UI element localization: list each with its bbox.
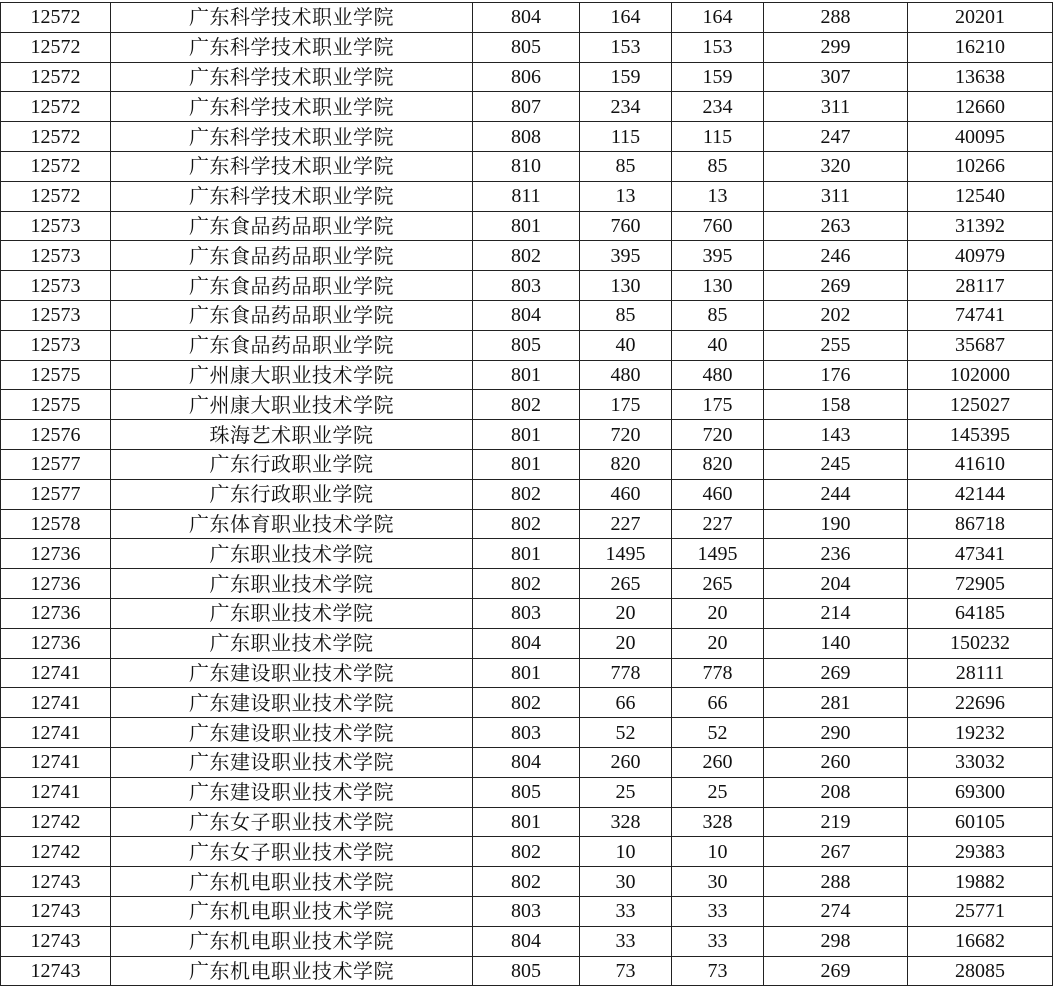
group-code-cell: 804 bbox=[473, 926, 580, 956]
group-code-cell: 801 bbox=[473, 449, 580, 479]
school-code-cell: 12578 bbox=[1, 509, 111, 539]
table-row bbox=[1, 807, 1053, 837]
min-score-cell: 219 bbox=[764, 807, 908, 837]
min-score-cell: 176 bbox=[764, 360, 908, 390]
school-name-cell: 广东行政职业学院 bbox=[111, 449, 473, 479]
group-code-cell: 803 bbox=[473, 896, 580, 926]
plan-count-cell: 260 bbox=[580, 747, 672, 777]
school-name-cell: 广东建设职业技术学院 bbox=[111, 747, 473, 777]
min-score-cell: 214 bbox=[764, 598, 908, 628]
school-code-cell: 12572 bbox=[1, 3, 111, 33]
admitted-count-cell: 460 bbox=[672, 479, 764, 509]
min-score-cell: 290 bbox=[764, 718, 908, 748]
school-name-cell: 广州康大职业技术学院 bbox=[111, 390, 473, 420]
plan-count-cell: 13 bbox=[580, 181, 672, 211]
school-code-cell: 12743 bbox=[1, 867, 111, 897]
admitted-count-cell: 30 bbox=[672, 867, 764, 897]
min-rank-cell: 28117 bbox=[908, 271, 1053, 301]
min-rank-cell: 16682 bbox=[908, 926, 1053, 956]
min-rank-cell: 28111 bbox=[908, 658, 1053, 688]
min-score-cell: 267 bbox=[764, 837, 908, 867]
min-score-cell: 281 bbox=[764, 688, 908, 718]
plan-count-cell: 85 bbox=[580, 300, 672, 330]
plan-count-cell: 10 bbox=[580, 837, 672, 867]
min-rank-cell: 28085 bbox=[908, 956, 1053, 986]
group-code-cell: 806 bbox=[473, 62, 580, 92]
table-row bbox=[1, 92, 1053, 122]
table-row bbox=[1, 509, 1053, 539]
group-code-cell: 802 bbox=[473, 688, 580, 718]
admitted-count-cell: 40 bbox=[672, 330, 764, 360]
group-code-cell: 803 bbox=[473, 718, 580, 748]
min-rank-cell: 31392 bbox=[908, 211, 1053, 241]
table-row bbox=[1, 688, 1053, 718]
min-rank-cell: 86718 bbox=[908, 509, 1053, 539]
plan-count-cell: 66 bbox=[580, 688, 672, 718]
group-code-cell: 804 bbox=[473, 628, 580, 658]
table-row bbox=[1, 926, 1053, 956]
min-score-cell: 143 bbox=[764, 420, 908, 450]
group-code-cell: 802 bbox=[473, 569, 580, 599]
plan-count-cell: 760 bbox=[580, 211, 672, 241]
plan-count-cell: 720 bbox=[580, 420, 672, 450]
min-rank-cell: 41610 bbox=[908, 449, 1053, 479]
group-code-cell: 802 bbox=[473, 837, 580, 867]
school-code-cell: 12577 bbox=[1, 449, 111, 479]
admitted-count-cell: 234 bbox=[672, 92, 764, 122]
school-name-cell: 广东科学技术职业学院 bbox=[111, 181, 473, 211]
admitted-count-cell: 1495 bbox=[672, 539, 764, 569]
min-rank-cell: 35687 bbox=[908, 330, 1053, 360]
group-code-cell: 808 bbox=[473, 122, 580, 152]
school-code-cell: 12741 bbox=[1, 747, 111, 777]
admitted-count-cell: 159 bbox=[672, 62, 764, 92]
min-rank-cell: 29383 bbox=[908, 837, 1053, 867]
school-name-cell: 广东食品药品职业学院 bbox=[111, 330, 473, 360]
min-rank-cell: 19882 bbox=[908, 867, 1053, 897]
admitted-count-cell: 115 bbox=[672, 122, 764, 152]
min-rank-cell: 10266 bbox=[908, 151, 1053, 181]
school-name-cell: 广东建设职业技术学院 bbox=[111, 777, 473, 807]
admitted-count-cell: 130 bbox=[672, 271, 764, 301]
admission-score-table bbox=[0, 2, 1053, 986]
admitted-count-cell: 164 bbox=[672, 3, 764, 33]
admitted-count-cell: 25 bbox=[672, 777, 764, 807]
admitted-count-cell: 33 bbox=[672, 926, 764, 956]
min-rank-cell: 13638 bbox=[908, 62, 1053, 92]
school-code-cell: 12573 bbox=[1, 271, 111, 301]
min-score-cell: 204 bbox=[764, 569, 908, 599]
min-rank-cell: 72905 bbox=[908, 569, 1053, 599]
admitted-count-cell: 720 bbox=[672, 420, 764, 450]
school-name-cell: 广东建设职业技术学院 bbox=[111, 688, 473, 718]
plan-count-cell: 159 bbox=[580, 62, 672, 92]
min-score-cell: 208 bbox=[764, 777, 908, 807]
group-code-cell: 801 bbox=[473, 360, 580, 390]
table-row bbox=[1, 449, 1053, 479]
plan-count-cell: 778 bbox=[580, 658, 672, 688]
school-name-cell: 广州康大职业技术学院 bbox=[111, 360, 473, 390]
admitted-count-cell: 760 bbox=[672, 211, 764, 241]
school-name-cell: 广东科学技术职业学院 bbox=[111, 62, 473, 92]
school-code-cell: 12575 bbox=[1, 360, 111, 390]
school-name-cell: 广东职业技术学院 bbox=[111, 539, 473, 569]
school-name-cell: 广东科学技术职业学院 bbox=[111, 92, 473, 122]
min-score-cell: 288 bbox=[764, 3, 908, 33]
min-score-cell: 274 bbox=[764, 896, 908, 926]
plan-count-cell: 1495 bbox=[580, 539, 672, 569]
min-rank-cell: 40095 bbox=[908, 122, 1053, 152]
admitted-count-cell: 153 bbox=[672, 32, 764, 62]
plan-count-cell: 52 bbox=[580, 718, 672, 748]
school-code-cell: 12575 bbox=[1, 390, 111, 420]
table-row bbox=[1, 360, 1053, 390]
min-rank-cell: 33032 bbox=[908, 747, 1053, 777]
min-rank-cell: 60105 bbox=[908, 807, 1053, 837]
group-code-cell: 805 bbox=[473, 956, 580, 986]
min-score-cell: 140 bbox=[764, 628, 908, 658]
table-row bbox=[1, 837, 1053, 867]
min-rank-cell: 20201 bbox=[908, 3, 1053, 33]
plan-count-cell: 40 bbox=[580, 330, 672, 360]
school-name-cell: 广东科学技术职业学院 bbox=[111, 151, 473, 181]
plan-count-cell: 30 bbox=[580, 867, 672, 897]
group-code-cell: 802 bbox=[473, 241, 580, 271]
min-score-cell: 246 bbox=[764, 241, 908, 271]
min-rank-cell: 74741 bbox=[908, 300, 1053, 330]
table-row bbox=[1, 241, 1053, 271]
school-code-cell: 12743 bbox=[1, 956, 111, 986]
table-row bbox=[1, 3, 1053, 33]
admitted-count-cell: 10 bbox=[672, 837, 764, 867]
plan-count-cell: 480 bbox=[580, 360, 672, 390]
group-code-cell: 804 bbox=[473, 3, 580, 33]
school-name-cell: 广东机电职业技术学院 bbox=[111, 956, 473, 986]
table-row bbox=[1, 867, 1053, 897]
min-rank-cell: 22696 bbox=[908, 688, 1053, 718]
min-score-cell: 263 bbox=[764, 211, 908, 241]
school-name-cell: 广东食品药品职业学院 bbox=[111, 300, 473, 330]
group-code-cell: 802 bbox=[473, 479, 580, 509]
group-code-cell: 801 bbox=[473, 211, 580, 241]
admitted-count-cell: 260 bbox=[672, 747, 764, 777]
plan-count-cell: 33 bbox=[580, 896, 672, 926]
plan-count-cell: 20 bbox=[580, 598, 672, 628]
table-row bbox=[1, 420, 1053, 450]
admitted-count-cell: 85 bbox=[672, 300, 764, 330]
min-score-cell: 244 bbox=[764, 479, 908, 509]
table-row bbox=[1, 271, 1053, 301]
plan-count-cell: 234 bbox=[580, 92, 672, 122]
school-code-cell: 12573 bbox=[1, 241, 111, 271]
table-row bbox=[1, 151, 1053, 181]
admitted-count-cell: 20 bbox=[672, 598, 764, 628]
table-row bbox=[1, 628, 1053, 658]
school-name-cell: 广东食品药品职业学院 bbox=[111, 211, 473, 241]
group-code-cell: 805 bbox=[473, 777, 580, 807]
group-code-cell: 803 bbox=[473, 598, 580, 628]
group-code-cell: 804 bbox=[473, 300, 580, 330]
school-name-cell: 广东机电职业技术学院 bbox=[111, 867, 473, 897]
min-rank-cell: 12660 bbox=[908, 92, 1053, 122]
school-name-cell: 广东体育职业技术学院 bbox=[111, 509, 473, 539]
group-code-cell: 801 bbox=[473, 420, 580, 450]
group-code-cell: 805 bbox=[473, 32, 580, 62]
min-score-cell: 288 bbox=[764, 867, 908, 897]
school-code-cell: 12736 bbox=[1, 628, 111, 658]
min-score-cell: 269 bbox=[764, 271, 908, 301]
school-code-cell: 12573 bbox=[1, 330, 111, 360]
school-name-cell: 广东女子职业技术学院 bbox=[111, 807, 473, 837]
school-name-cell: 广东科学技术职业学院 bbox=[111, 122, 473, 152]
min-rank-cell: 42144 bbox=[908, 479, 1053, 509]
table-row bbox=[1, 896, 1053, 926]
table-row bbox=[1, 62, 1053, 92]
school-name-cell: 广东建设职业技术学院 bbox=[111, 658, 473, 688]
table-row bbox=[1, 777, 1053, 807]
table-row bbox=[1, 330, 1053, 360]
school-code-cell: 12572 bbox=[1, 92, 111, 122]
plan-count-cell: 460 bbox=[580, 479, 672, 509]
school-name-cell: 广东职业技术学院 bbox=[111, 598, 473, 628]
school-code-cell: 12742 bbox=[1, 807, 111, 837]
school-code-cell: 12736 bbox=[1, 598, 111, 628]
plan-count-cell: 328 bbox=[580, 807, 672, 837]
school-code-cell: 12741 bbox=[1, 688, 111, 718]
table-row bbox=[1, 956, 1053, 986]
school-name-cell: 广东机电职业技术学院 bbox=[111, 926, 473, 956]
admitted-count-cell: 328 bbox=[672, 807, 764, 837]
plan-count-cell: 820 bbox=[580, 449, 672, 479]
plan-count-cell: 25 bbox=[580, 777, 672, 807]
school-code-cell: 12741 bbox=[1, 777, 111, 807]
school-name-cell: 广东建设职业技术学院 bbox=[111, 718, 473, 748]
group-code-cell: 801 bbox=[473, 807, 580, 837]
school-code-cell: 12572 bbox=[1, 62, 111, 92]
admitted-count-cell: 20 bbox=[672, 628, 764, 658]
school-code-cell: 12742 bbox=[1, 837, 111, 867]
school-name-cell: 珠海艺术职业学院 bbox=[111, 420, 473, 450]
school-code-cell: 12572 bbox=[1, 181, 111, 211]
table-row bbox=[1, 32, 1053, 62]
table-row bbox=[1, 122, 1053, 152]
admitted-count-cell: 227 bbox=[672, 509, 764, 539]
min-score-cell: 190 bbox=[764, 509, 908, 539]
group-code-cell: 802 bbox=[473, 390, 580, 420]
school-code-cell: 12736 bbox=[1, 539, 111, 569]
plan-count-cell: 153 bbox=[580, 32, 672, 62]
min-score-cell: 307 bbox=[764, 62, 908, 92]
school-name-cell: 广东科学技术职业学院 bbox=[111, 32, 473, 62]
admitted-count-cell: 73 bbox=[672, 956, 764, 986]
group-code-cell: 804 bbox=[473, 747, 580, 777]
min-rank-cell: 102000 bbox=[908, 360, 1053, 390]
admitted-count-cell: 33 bbox=[672, 896, 764, 926]
plan-count-cell: 164 bbox=[580, 3, 672, 33]
min-score-cell: 255 bbox=[764, 330, 908, 360]
min-score-cell: 320 bbox=[764, 151, 908, 181]
table-row bbox=[1, 390, 1053, 420]
admitted-count-cell: 13 bbox=[672, 181, 764, 211]
school-code-cell: 12573 bbox=[1, 300, 111, 330]
admitted-count-cell: 820 bbox=[672, 449, 764, 479]
min-score-cell: 311 bbox=[764, 181, 908, 211]
school-code-cell: 12743 bbox=[1, 896, 111, 926]
school-name-cell: 广东职业技术学院 bbox=[111, 628, 473, 658]
admitted-count-cell: 778 bbox=[672, 658, 764, 688]
school-code-cell: 12573 bbox=[1, 211, 111, 241]
min-score-cell: 236 bbox=[764, 539, 908, 569]
school-name-cell: 广东职业技术学院 bbox=[111, 569, 473, 599]
group-code-cell: 801 bbox=[473, 539, 580, 569]
group-code-cell: 810 bbox=[473, 151, 580, 181]
table-row bbox=[1, 658, 1053, 688]
plan-count-cell: 115 bbox=[580, 122, 672, 152]
plan-count-cell: 227 bbox=[580, 509, 672, 539]
admitted-count-cell: 175 bbox=[672, 390, 764, 420]
admitted-count-cell: 66 bbox=[672, 688, 764, 718]
min-score-cell: 245 bbox=[764, 449, 908, 479]
school-code-cell: 12572 bbox=[1, 32, 111, 62]
min-score-cell: 247 bbox=[764, 122, 908, 152]
admitted-count-cell: 52 bbox=[672, 718, 764, 748]
school-name-cell: 广东女子职业技术学院 bbox=[111, 837, 473, 867]
school-code-cell: 12572 bbox=[1, 151, 111, 181]
min-score-cell: 158 bbox=[764, 390, 908, 420]
school-code-cell: 12576 bbox=[1, 420, 111, 450]
admitted-count-cell: 395 bbox=[672, 241, 764, 271]
school-name-cell: 广东食品药品职业学院 bbox=[111, 271, 473, 301]
min-score-cell: 269 bbox=[764, 956, 908, 986]
plan-count-cell: 395 bbox=[580, 241, 672, 271]
min-rank-cell: 40979 bbox=[908, 241, 1053, 271]
group-code-cell: 807 bbox=[473, 92, 580, 122]
admitted-count-cell: 480 bbox=[672, 360, 764, 390]
plan-count-cell: 20 bbox=[580, 628, 672, 658]
min-rank-cell: 125027 bbox=[908, 390, 1053, 420]
table-body bbox=[1, 3, 1053, 986]
plan-count-cell: 85 bbox=[580, 151, 672, 181]
min-score-cell: 298 bbox=[764, 926, 908, 956]
min-rank-cell: 25771 bbox=[908, 896, 1053, 926]
school-code-cell: 12741 bbox=[1, 658, 111, 688]
table-row bbox=[1, 598, 1053, 628]
school-code-cell: 12572 bbox=[1, 122, 111, 152]
min-score-cell: 202 bbox=[764, 300, 908, 330]
table-row bbox=[1, 181, 1053, 211]
plan-count-cell: 175 bbox=[580, 390, 672, 420]
group-code-cell: 801 bbox=[473, 658, 580, 688]
table-row bbox=[1, 300, 1053, 330]
min-rank-cell: 16210 bbox=[908, 32, 1053, 62]
min-rank-cell: 145395 bbox=[908, 420, 1053, 450]
school-code-cell: 12736 bbox=[1, 569, 111, 599]
min-score-cell: 260 bbox=[764, 747, 908, 777]
plan-count-cell: 33 bbox=[580, 926, 672, 956]
school-code-cell: 12741 bbox=[1, 718, 111, 748]
school-name-cell: 广东科学技术职业学院 bbox=[111, 3, 473, 33]
min-rank-cell: 64185 bbox=[908, 598, 1053, 628]
min-rank-cell: 47341 bbox=[908, 539, 1053, 569]
min-score-cell: 269 bbox=[764, 658, 908, 688]
group-code-cell: 802 bbox=[473, 867, 580, 897]
group-code-cell: 803 bbox=[473, 271, 580, 301]
group-code-cell: 811 bbox=[473, 181, 580, 211]
min-rank-cell: 69300 bbox=[908, 777, 1053, 807]
table-row bbox=[1, 211, 1053, 241]
min-rank-cell: 19232 bbox=[908, 718, 1053, 748]
plan-count-cell: 73 bbox=[580, 956, 672, 986]
admitted-count-cell: 265 bbox=[672, 569, 764, 599]
table-row bbox=[1, 479, 1053, 509]
school-name-cell: 广东食品药品职业学院 bbox=[111, 241, 473, 271]
school-name-cell: 广东机电职业技术学院 bbox=[111, 896, 473, 926]
plan-count-cell: 130 bbox=[580, 271, 672, 301]
min-score-cell: 311 bbox=[764, 92, 908, 122]
school-code-cell: 12743 bbox=[1, 926, 111, 956]
admitted-count-cell: 85 bbox=[672, 151, 764, 181]
school-code-cell: 12577 bbox=[1, 479, 111, 509]
table-row bbox=[1, 569, 1053, 599]
plan-count-cell: 265 bbox=[580, 569, 672, 599]
group-code-cell: 805 bbox=[473, 330, 580, 360]
min-rank-cell: 150232 bbox=[908, 628, 1053, 658]
group-code-cell: 802 bbox=[473, 509, 580, 539]
min-score-cell: 299 bbox=[764, 32, 908, 62]
table-row bbox=[1, 747, 1053, 777]
table-row bbox=[1, 539, 1053, 569]
table-row bbox=[1, 718, 1053, 748]
school-name-cell: 广东行政职业学院 bbox=[111, 479, 473, 509]
min-rank-cell: 12540 bbox=[908, 181, 1053, 211]
